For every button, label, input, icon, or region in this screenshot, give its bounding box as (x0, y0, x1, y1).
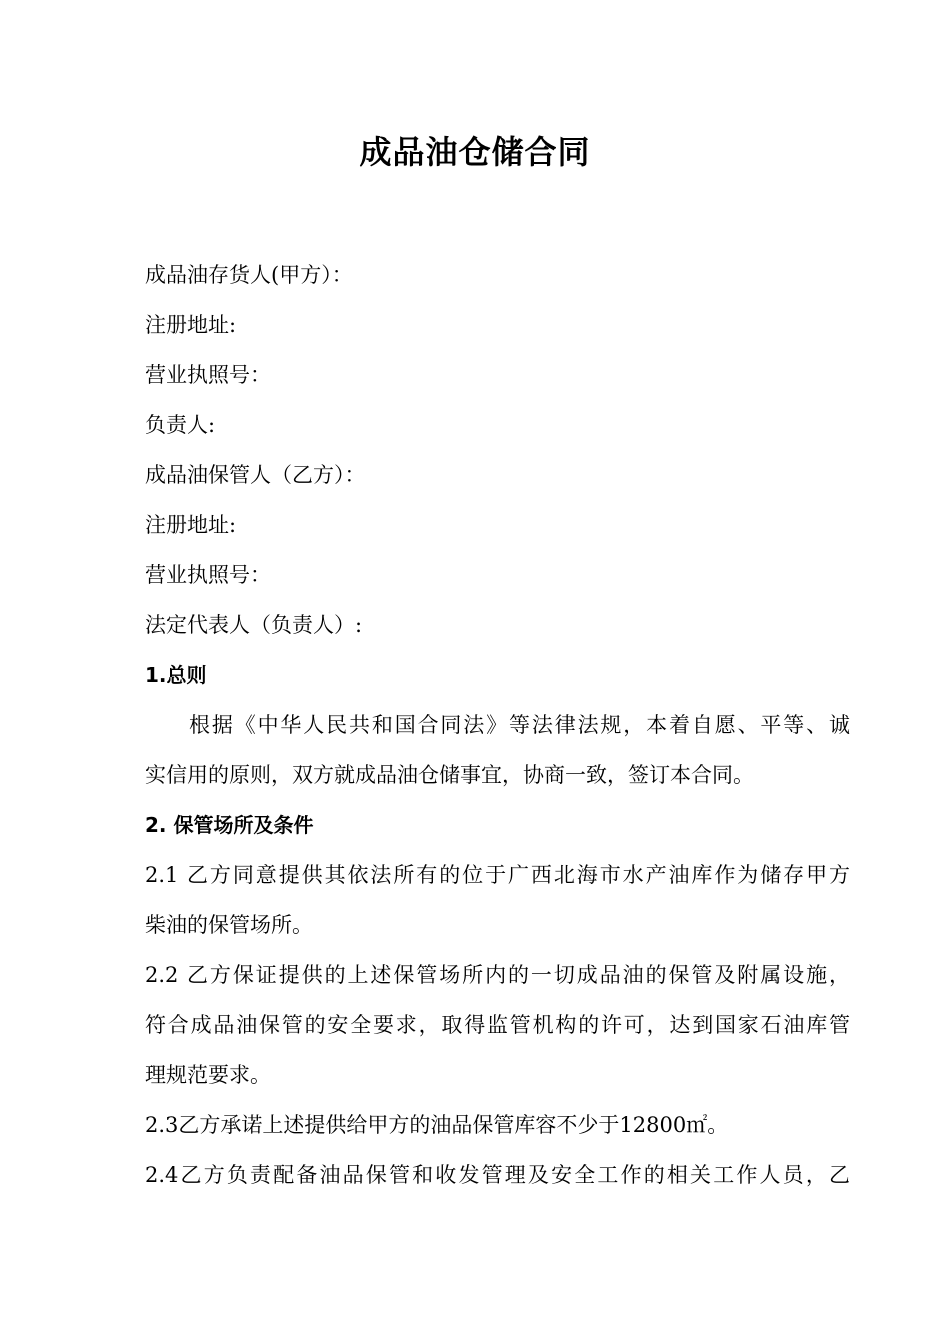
party-b-license-label: 营业执照号： (145, 563, 271, 587)
clause-2-4-line: 2.4乙方负责配备油品保管和收发管理及安全工作的相关工作人员，乙 (145, 1163, 850, 1187)
section-1-paragraph-line: 根据《中华人民共和国合同法》等法律法规，本着自愿、平等、诚 (189, 713, 850, 737)
clause-2-2-line: 符合成品油保管的安全要求，取得监管机构的许可，达到国家石油库管 (145, 1013, 850, 1037)
clause-2-3-line: 2.3乙方承诺上述提供给甲方的油品保管库容不少于12800㎡。 (145, 1113, 729, 1137)
party-a-address-label: 注册地址: (145, 313, 237, 337)
section-1-heading: 1.总则 (145, 663, 207, 687)
section-2-heading: 2. 保管场所及条件 (145, 813, 314, 837)
section-1-paragraph-line: 实信用的原则，双方就成品油仓储事宜，协商一致，签订本合同。 (145, 763, 754, 787)
clause-2-2-line: 理规范要求。 (145, 1063, 271, 1087)
party-a-license-label: 营业执照号： (145, 363, 271, 387)
party-b-label: 成品油保管人（乙方）： (145, 463, 366, 487)
document-body (145, 250, 850, 1200)
clause-2-2-line: 2.2 乙方保证提供的上述保管场所内的一切成品油的保管及附属设施， (145, 963, 850, 987)
party-b-address-label: 注册地址: (145, 513, 237, 537)
party-a-label: 成品油存货人(甲方）： (145, 263, 353, 287)
clause-2-1-line: 2.1 乙方同意提供其依法所有的位于广西北海市水产油库作为储存甲方 (145, 863, 850, 887)
document-title: 成品油仓储合同 (359, 133, 591, 171)
clause-2-1-line: 柴油的保管场所。 (145, 913, 313, 937)
party-b-representative-label: 法定代表人（负责人）: (145, 613, 363, 637)
party-a-responsible-label: 负责人: (145, 413, 216, 437)
